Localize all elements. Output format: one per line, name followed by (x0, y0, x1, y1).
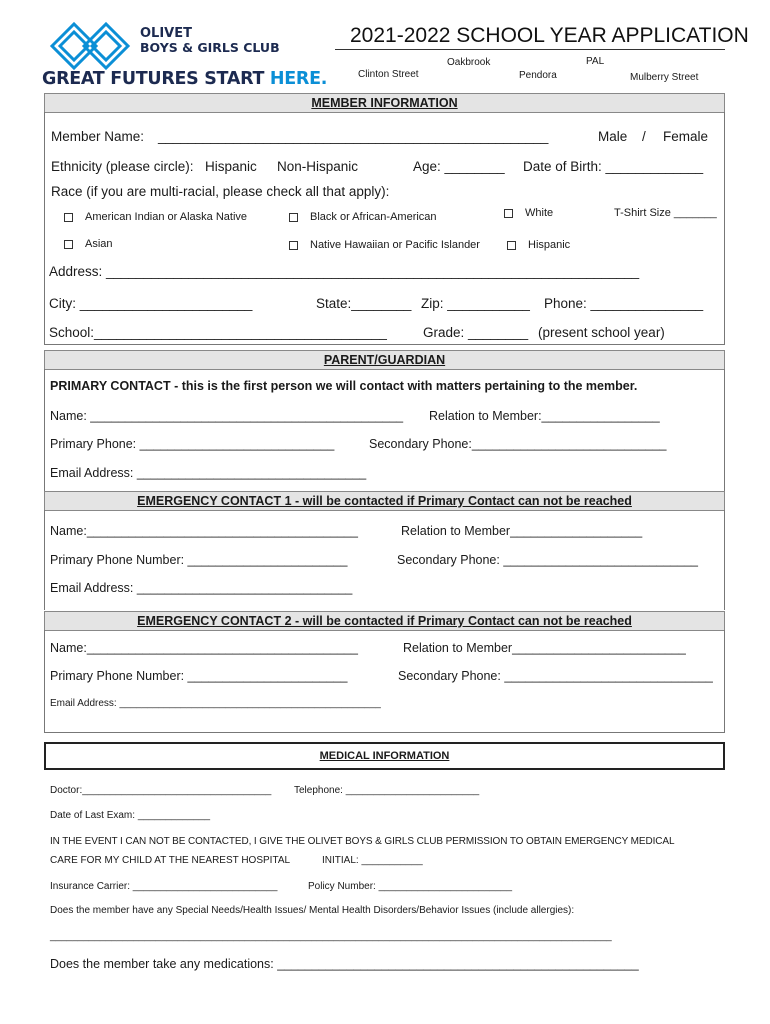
address-field[interactable]: Address: _______________________________________________________________________ (49, 264, 640, 279)
race-hawaiian[interactable] (289, 239, 480, 251)
tagline (42, 69, 327, 89)
race-label: Race (if you are multi-racial, please check all that apply): (51, 184, 390, 199)
emergency-2-header: EMERGENCY CONTACT 2 - will be contacted if Primary Contact can not be reached (44, 611, 725, 631)
race-american-indian[interactable] (64, 211, 247, 223)
emergency-1-primary-phone-field[interactable]: Primary Phone Number: _______________________ (50, 553, 348, 567)
consent-text-line1: IN THE EVENT I CAN NOT BE CONTACTED, I GIVE THE OLIVET BOYS & GIRLS CLUB PERMISSION TO OBTAIN EMERGENCY MEDICAL (50, 836, 675, 847)
tshirt-size-field[interactable]: T-Shirt Size _______ (614, 207, 717, 219)
org-name-line1: OLIVET (140, 26, 192, 41)
emergency-2-email-field[interactable]: Email Address: _______________________________________________ (50, 698, 381, 709)
emergency-1-relation-field[interactable]: Relation to Member___________________ (401, 524, 643, 538)
last-exam-field[interactable]: Date of Last Exam: _____________ (50, 810, 211, 821)
primary-relation-field[interactable]: Relation to Member:_________________ (429, 409, 660, 423)
state-field[interactable]: State:________ (316, 296, 412, 311)
race-black-label: Black or African-American (310, 211, 437, 223)
female-option[interactable]: Female (663, 129, 709, 144)
parent-guardian-header: PARENT/GUARDIAN (44, 350, 725, 370)
race-hispanic[interactable] (507, 239, 570, 251)
age-field[interactable]: Age: ________ (413, 159, 505, 174)
race-hispanic-label: Hispanic (528, 239, 571, 251)
checkbox-icon[interactable] (507, 241, 516, 250)
school-field[interactable]: School:_______________________________________ (49, 325, 387, 340)
city-field[interactable]: City: _______________________ (49, 296, 253, 311)
location-clinton: Clinton Street (358, 69, 419, 80)
emergency-1-header: EMERGENCY CONTACT 1 - will be contacted if Primary Contact can not be reached (44, 491, 725, 511)
emergency-1-email-field[interactable]: Email Address: _______________________________ (50, 581, 353, 595)
doctor-field[interactable]: Doctor:__________________________________ (50, 785, 272, 796)
location-pal: PAL (586, 56, 605, 67)
male-option[interactable]: Male (598, 129, 628, 144)
race-american-indian-label: American Indian or Alaska Native (85, 211, 248, 223)
location-pendora: Pendora (519, 70, 557, 81)
member-name-label: Member Name: (51, 129, 145, 144)
special-needs-answer-line[interactable]: _____________________________________________________________________________________________________ (50, 931, 612, 942)
emergency-2-name-field[interactable]: Name:_______________________________________ (50, 641, 358, 655)
phone-field[interactable]: Phone: _______________ (544, 296, 704, 311)
primary-email-field[interactable]: Email Address: _________________________________ (50, 466, 367, 480)
page-title: 2021-2022 SCHOOL YEAR APPLICATION (350, 24, 749, 47)
ethnicity-label: Ethnicity (please circle): (51, 159, 194, 174)
location-oakbrook: Oakbrook (447, 57, 491, 68)
tagline-main: GREAT FUTURES START (42, 69, 270, 89)
race-asian-label: Asian (85, 238, 113, 250)
primary-contact-heading: PRIMARY CONTACT - this is the first person we will contact with matters pertaining to the member. (50, 379, 638, 393)
member-info-header: MEMBER INFORMATION (44, 93, 725, 113)
emergency-1-name-field[interactable]: Name:_______________________________________ (50, 524, 358, 538)
initial-field[interactable]: INITIAL: ___________ (322, 855, 423, 866)
ethnicity-hispanic[interactable]: Hispanic (205, 159, 257, 174)
medical-header: MEDICAL INFORMATION (319, 750, 450, 762)
policy-number-field[interactable]: Policy Number: ________________________ (308, 881, 513, 892)
ethnicity-non-hispanic[interactable]: Non-Hispanic (277, 159, 359, 174)
race-asian[interactable] (64, 238, 113, 250)
checkbox-icon[interactable] (64, 213, 73, 222)
grade-field[interactable]: Grade: ________ (423, 325, 529, 340)
emergency-2-primary-phone-field[interactable]: Primary Phone Number: _______________________ (50, 669, 348, 683)
dob-field[interactable]: Date of Birth: _____________ (523, 159, 704, 174)
emergency-2-secondary-phone-field[interactable]: Secondary Phone: ______________________________ (398, 669, 713, 683)
race-white[interactable] (504, 207, 553, 219)
emergency-1-secondary-phone-field[interactable]: Secondary Phone: ____________________________ (397, 553, 698, 567)
doctor-telephone-field[interactable]: Telephone: ________________________ (294, 785, 480, 796)
emergency-2-relation-field[interactable]: Relation to Member_________________________ (403, 641, 686, 655)
checkbox-icon[interactable] (64, 240, 73, 249)
gender-slash: / (642, 129, 646, 144)
org-name-line2: BOYS & GIRLS CLUB (140, 40, 280, 55)
tagline-here: HERE. (269, 69, 328, 89)
checkbox-icon[interactable] (289, 213, 298, 222)
race-hawaiian-label: Native Hawaiian or Pacific Islander (310, 239, 480, 251)
insurance-carrier-field[interactable]: Insurance Carrier: __________________________ (50, 881, 278, 892)
checkbox-icon[interactable] (289, 241, 298, 250)
club-logo-icon (44, 18, 136, 70)
special-needs-question: Does the member have any Special Needs/Health Issues/ Mental Health Disorders/Behavior Issues (include allergies): (50, 905, 575, 916)
primary-name-field[interactable]: Name: _____________________________________________ (50, 409, 404, 423)
race-white-label: White (525, 207, 554, 219)
member-name-field[interactable]: ____________________________________________________ (158, 129, 549, 144)
location-mulberry: Mulberry Street (630, 72, 699, 83)
medications-field[interactable]: Does the member take any medications: ____________________________________________________ (50, 957, 639, 971)
medical-header-box (44, 742, 725, 770)
checkbox-icon[interactable] (504, 209, 513, 218)
grade-note: (present school year) (538, 325, 665, 340)
primary-secondary-phone-field[interactable]: Secondary Phone:____________________________ (369, 437, 667, 451)
race-black[interactable] (289, 211, 437, 223)
club-logo (42, 18, 328, 90)
primary-phone-field[interactable]: Primary Phone: ____________________________ (50, 437, 335, 451)
consent-text-line2: CARE FOR MY CHILD AT THE NEAREST HOSPITAL (50, 855, 291, 866)
title-underline (335, 49, 725, 50)
zip-field[interactable]: Zip: ___________ (421, 296, 530, 311)
